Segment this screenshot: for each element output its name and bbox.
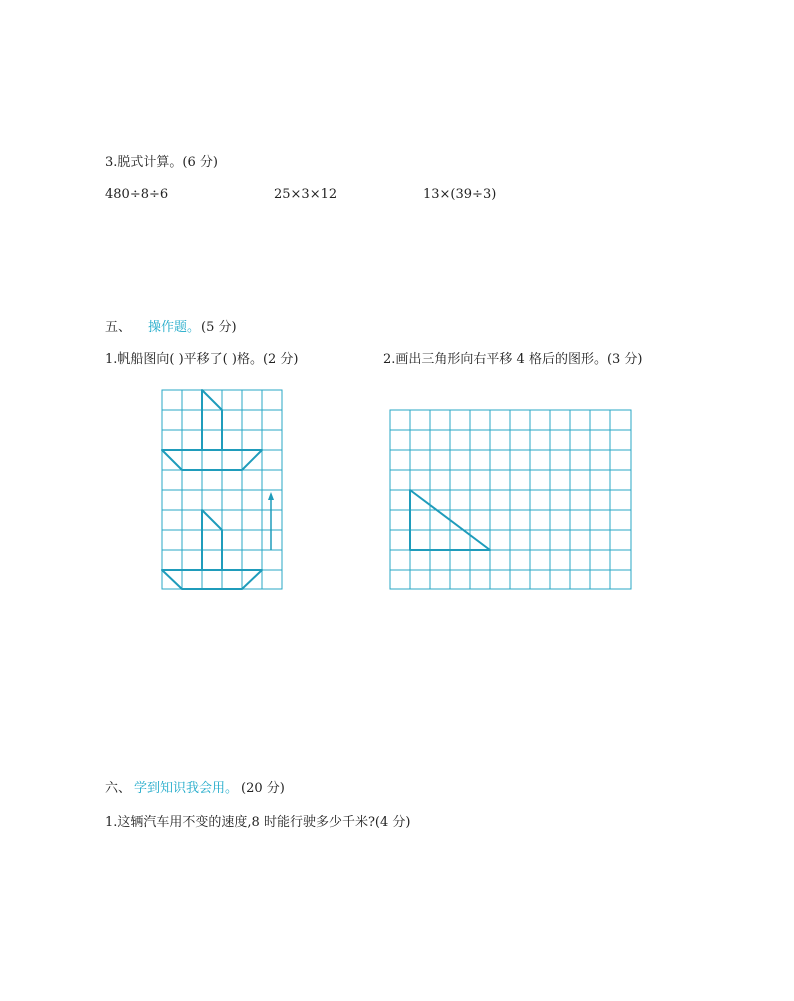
expression-2: 25×3×12 bbox=[274, 187, 338, 202]
section-6-title: 学到知识我会用。 bbox=[134, 781, 239, 796]
section-6-number: 六、 bbox=[105, 781, 132, 796]
question-6-1: 1.这辆汽车用不变的速度,8 时能行驶多少千米?(4 分) bbox=[105, 815, 411, 830]
question-5-1: 1.帆船图向( )平移了( )格。(2 分) bbox=[105, 352, 299, 367]
section-5-number: 五、 bbox=[105, 320, 132, 335]
expression-3: 13×(39÷3) bbox=[423, 187, 497, 202]
triangle-grid-lines bbox=[390, 410, 631, 589]
question-3-title: 3.脱式计算。(6 分) bbox=[105, 155, 218, 170]
expression-1: 480÷8÷6 bbox=[105, 187, 169, 202]
section-6-score: (20 分) bbox=[241, 781, 285, 796]
section-5-title: 操作题。 bbox=[148, 320, 201, 335]
section-5-score: (5 分) bbox=[201, 320, 237, 335]
question-5-2: 2.画出三角形向右平移 4 格后的图形。(3 分) bbox=[383, 352, 643, 367]
